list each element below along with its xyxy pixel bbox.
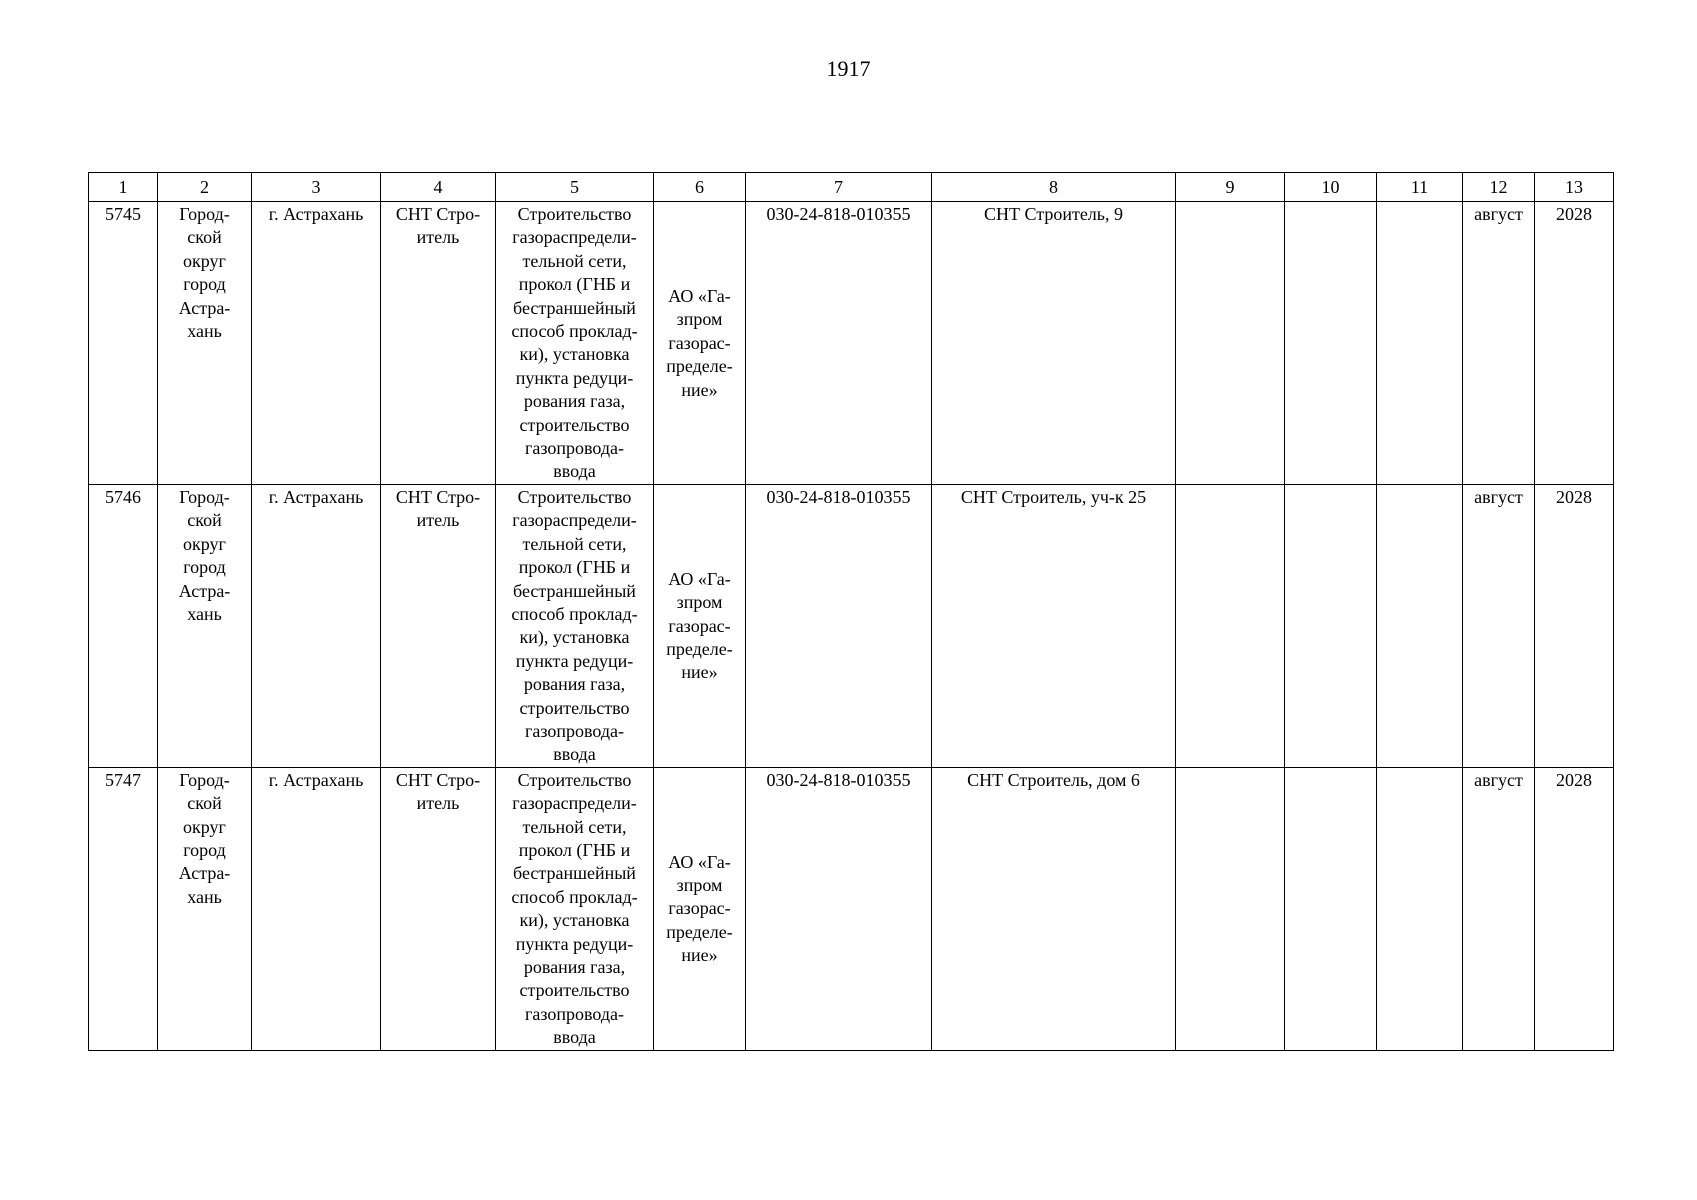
municipality-cell: Город- ской округ город Астра- хань — [158, 202, 252, 485]
year-cell: 2028 — [1535, 202, 1614, 485]
column-10-cell — [1285, 484, 1377, 767]
column-header-11: 11 — [1377, 173, 1463, 202]
year-cell: 2028 — [1535, 767, 1614, 1050]
address-cell: СНТ Строитель, дом 6 — [932, 767, 1176, 1050]
column-9-cell — [1176, 767, 1285, 1050]
column-header-6: 6 — [654, 173, 746, 202]
works-description-cell: Строительство газораспредели- тельной сети, прокол (ГНБ и бестраншейный способ проклад- ки), установка пункта редуци- рования газа, строительство газопровода- ввода — [496, 767, 654, 1050]
object-code-cell: 030-24-818-010355 — [746, 767, 932, 1050]
column-header-12: 12 — [1463, 173, 1535, 202]
operator-cell: АО «Га- зпром газорас- пределе- ние» — [654, 767, 746, 1050]
column-9-cell — [1176, 202, 1285, 485]
address-cell: СНТ Строитель, 9 — [932, 202, 1176, 485]
column-10-cell — [1285, 202, 1377, 485]
column-header-9: 9 — [1176, 173, 1285, 202]
column-9-cell — [1176, 484, 1285, 767]
locality-cell: СНТ Стро- итель — [381, 202, 496, 485]
column-header-10: 10 — [1285, 173, 1377, 202]
works-description-cell: Строительство газораспредели- тельной сети, прокол (ГНБ и бестраншейный способ проклад- ки), установка пункта редуци- рования газа, строительство газопровода- ввода — [496, 202, 654, 485]
operator-cell: АО «Га- зпром газорас- пределе- ние» — [654, 202, 746, 485]
month-cell: август — [1463, 484, 1535, 767]
column-10-cell — [1285, 767, 1377, 1050]
address-cell: СНТ Строитель, уч-к 25 — [932, 484, 1176, 767]
year-cell: 2028 — [1535, 484, 1614, 767]
settlement-cell: г. Астрахань — [252, 484, 381, 767]
gas-distribution-table — [88, 172, 1614, 1051]
row-number-cell: 5745 — [89, 202, 158, 485]
municipality-cell: Город- ской округ город Астра- хань — [158, 767, 252, 1050]
operator-cell: АО «Га- зпром газорас- пределе- ние» — [654, 484, 746, 767]
column-11-cell — [1377, 767, 1463, 1050]
column-header-4: 4 — [381, 173, 496, 202]
row-number-cell: 5747 — [89, 767, 158, 1050]
column-header-3: 3 — [252, 173, 381, 202]
settlement-cell: г. Астрахань — [252, 767, 381, 1050]
municipality-cell: Город- ской округ город Астра- хань — [158, 484, 252, 767]
settlement-cell: г. Астрахань — [252, 202, 381, 485]
locality-cell: СНТ Стро- итель — [381, 484, 496, 767]
month-cell: август — [1463, 767, 1535, 1050]
column-header-2: 2 — [158, 173, 252, 202]
month-cell: август — [1463, 202, 1535, 485]
row-number-cell: 5746 — [89, 484, 158, 767]
column-number-row — [89, 173, 1614, 202]
column-header-7: 7 — [746, 173, 932, 202]
object-code-cell: 030-24-818-010355 — [746, 484, 932, 767]
column-11-cell — [1377, 202, 1463, 485]
column-header-13: 13 — [1535, 173, 1614, 202]
column-header-5: 5 — [496, 173, 654, 202]
object-code-cell: 030-24-818-010355 — [746, 202, 932, 485]
column-11-cell — [1377, 484, 1463, 767]
table-row — [89, 767, 1614, 1050]
page-number: 1917 — [826, 56, 871, 81]
column-header-8: 8 — [932, 173, 1176, 202]
works-description-cell: Строительство газораспредели- тельной сети, прокол (ГНБ и бестраншейный способ проклад- ки), установка пункта редуци- рования газа, строительство газопровода- ввода — [496, 484, 654, 767]
column-header-1: 1 — [89, 173, 158, 202]
table-row — [89, 202, 1614, 485]
table-row — [89, 484, 1614, 767]
locality-cell: СНТ Стро- итель — [381, 767, 496, 1050]
